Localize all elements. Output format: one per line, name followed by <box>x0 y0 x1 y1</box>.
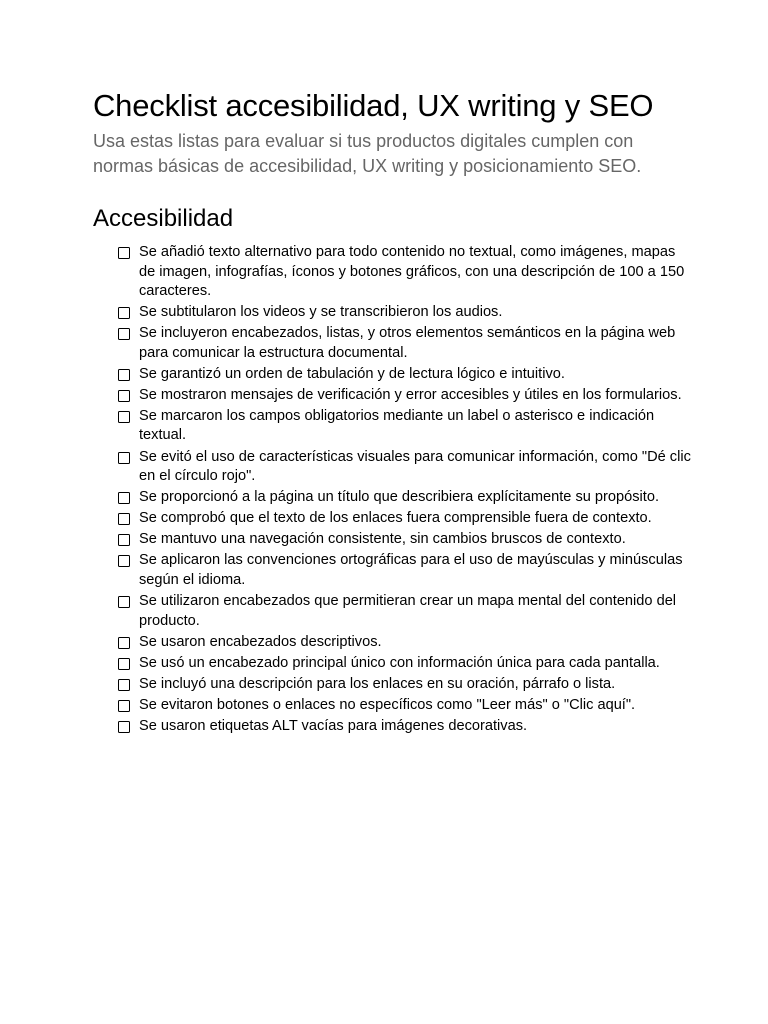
page-title: Checklist accesibilidad, UX writing y SEO <box>93 88 654 123</box>
checkbox-unchecked[interactable] <box>118 679 130 691</box>
document-page <box>93 84 693 738</box>
checklist-item-text: Se garantizó un orden de tabulación y de lectura lógico e intuitivo. <box>139 365 565 382</box>
accessibility-checklist <box>93 243 693 737</box>
checklist-item-text: Se comprobó que el texto de los enlaces fuera comprensible fuera de contexto. <box>139 510 652 527</box>
section-heading-accesibilidad: Accesibilidad <box>93 205 234 232</box>
checklist-item-text: Se proporcionó a la página un título que describiera explícitamente su propósito. <box>139 489 660 506</box>
checklist-item <box>118 324 693 363</box>
checklist-item-text: Se evitaron botones o enlaces no específicos como "Leer más" o "Clic aquí". <box>139 696 636 713</box>
checkbox-unchecked[interactable] <box>118 492 130 504</box>
checklist-item-text: Se usó un encabezado principal único con información única para cada pantalla. <box>139 654 660 671</box>
checklist-item <box>118 675 693 695</box>
checklist-item-text: Se incluyeron encabezados, listas, y otros elementos semánticos en la página web para comunicar la estructura documental. <box>139 325 676 361</box>
checklist-item-text: Se usaron encabezados descriptivos. <box>139 633 382 650</box>
checklist-item-text: Se añadió texto alternativo para todo contenido no textual, como imágenes, mapas de imagen, infografías, íconos y botones gráficos, con una descripción de 100 a 150 caracteres. <box>139 244 685 299</box>
checkbox-unchecked[interactable] <box>118 555 130 567</box>
checklist-item-text: Se mostraron mensajes de verificación y error accesibles y útiles en los formularios. <box>139 386 682 403</box>
checkbox-unchecked[interactable] <box>118 452 130 464</box>
checklist-item <box>118 448 693 487</box>
checkbox-unchecked[interactable] <box>118 534 130 546</box>
checkbox-unchecked[interactable] <box>118 247 130 259</box>
checklist-item <box>118 696 693 716</box>
checklist-item <box>118 488 693 508</box>
checklist-item <box>118 633 693 653</box>
checklist-item-text: Se subtitularon los videos y se transcribieron los audios. <box>139 304 503 321</box>
checklist-item <box>118 654 693 674</box>
checklist-item-text: Se mantuvo una navegación consistente, sin cambios bruscos de contexto. <box>139 531 626 548</box>
checkbox-unchecked[interactable] <box>118 700 130 712</box>
checkbox-unchecked[interactable] <box>118 637 130 649</box>
checklist-item <box>118 365 693 385</box>
checkbox-unchecked[interactable] <box>118 658 130 670</box>
checklist-item-text: Se incluyó una descripción para los enlaces en su oración, párrafo o lista. <box>139 675 616 692</box>
checklist-item <box>118 303 693 323</box>
checkbox-unchecked[interactable] <box>118 596 130 608</box>
checklist-item-text: Se marcaron los campos obligatorios mediante un label o asterisco e indicación textual. <box>139 407 655 444</box>
checklist-item <box>118 407 693 446</box>
page-subtitle: Usa estas listas para evaluar si tus productos digitales cumplen con normas básicas de accesibilidad, UX writing y posicionamiento SEO. <box>93 131 642 176</box>
checklist-item <box>118 551 693 590</box>
checklist-item <box>118 243 693 302</box>
checklist-item-text: Se usaron etiquetas ALT vacías para imágenes decorativas. <box>139 718 528 734</box>
checklist-item-text: Se evitó el uso de características visuales para comunicar información, como "Dé clic en el círculo rojo". <box>139 448 691 485</box>
checkbox-unchecked[interactable] <box>118 369 130 381</box>
checkbox-unchecked[interactable] <box>118 411 130 423</box>
checklist-item <box>118 592 693 631</box>
checklist-item-text: Se utilizaron encabezados que permitieran crear un mapa mental del contenido del producto. <box>139 593 677 629</box>
checkbox-unchecked[interactable] <box>118 721 130 733</box>
checklist-item <box>118 530 693 550</box>
checkbox-unchecked[interactable] <box>118 307 130 319</box>
checklist-item-text: Se aplicaron las convenciones ortográficas para el uso de mayúsculas y minúsculas según el idioma. <box>139 552 683 588</box>
checkbox-unchecked[interactable] <box>118 390 130 402</box>
checklist-item <box>118 386 693 406</box>
checklist-item <box>118 717 693 737</box>
checkbox-unchecked[interactable] <box>118 513 130 525</box>
checklist-item <box>118 509 693 529</box>
checkbox-unchecked[interactable] <box>118 328 130 340</box>
